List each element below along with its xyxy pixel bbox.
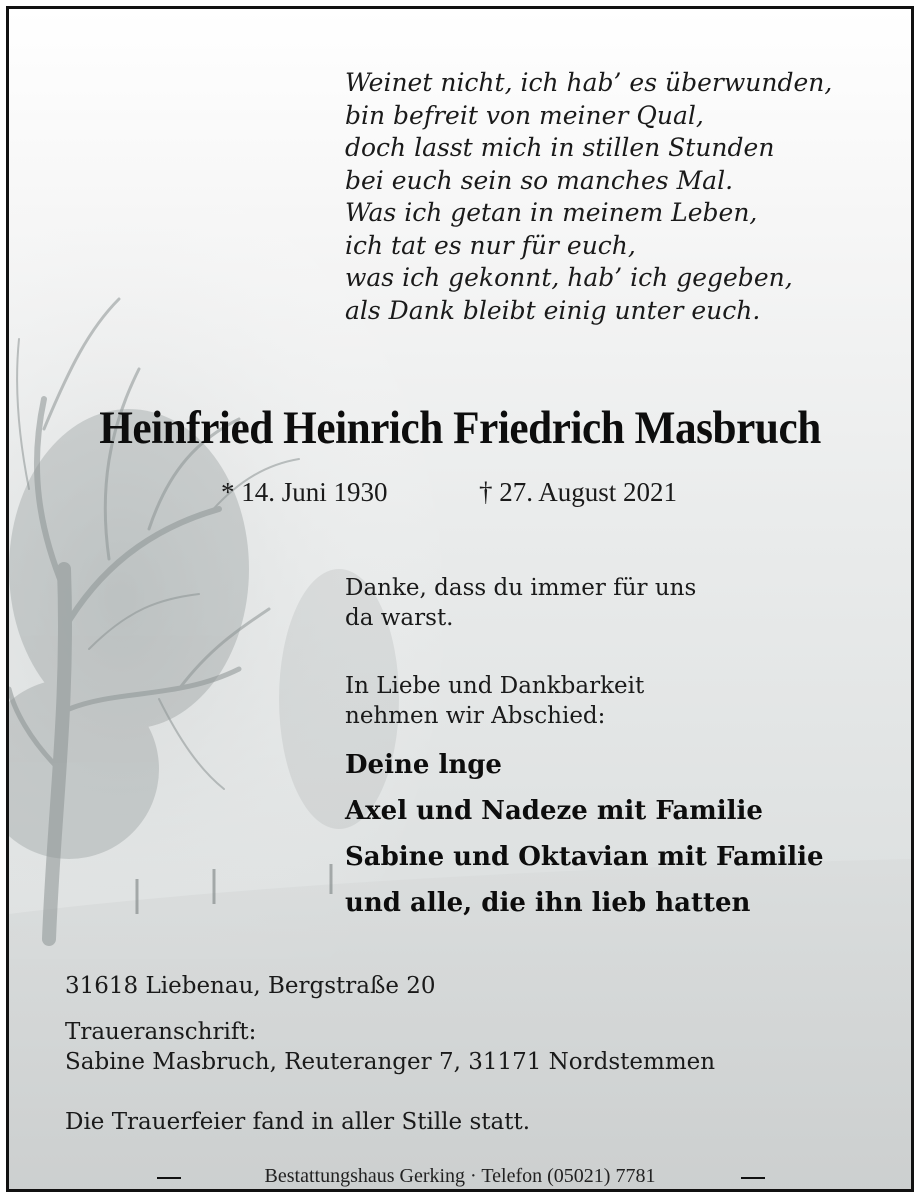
mourner: Axel und Nadeze mit Familie [345, 796, 763, 826]
poem-line: Was ich getan in meinem Leben, [345, 198, 758, 227]
farewell-text [345, 671, 644, 731]
ceremony-note: Die Trauerfeier fand in aller Stille statt. [65, 1109, 531, 1135]
mourner: und alle, die ihn lieb hatten [345, 888, 751, 918]
poem-line: Weinet nicht, ich hab’ es überwunden, [345, 68, 833, 97]
poem-line: ich tat es nur für euch, [345, 230, 636, 260]
poem [345, 67, 905, 327]
poem-line: was ich gekonnt, hab’ ich gegeben, [345, 263, 793, 292]
obituary-frame [6, 6, 914, 1192]
thanks-line: da warst. [345, 605, 454, 631]
mourning-address-value: Sabine Masbruch, Reuteranger 7, 31171 Nordstemmen [65, 1049, 716, 1075]
farewell-line: In Liebe und Dankbarkeit [345, 673, 645, 699]
poem-line: doch lasst mich in stillen Stunden [345, 133, 775, 162]
mourning-address [65, 1017, 715, 1077]
footer [9, 1167, 911, 1189]
thanks-text [345, 573, 696, 633]
thanks-line: Danke, dass du immer für uns [345, 575, 697, 601]
farewell-line: nehmen wir Abschied: [345, 703, 606, 729]
deceased-name: Heinfried Heinrich Friedrich Masbruch [99, 402, 821, 454]
poem-line: bei euch sein so manches Mal. [345, 165, 734, 195]
home-address: 31618 Liebenau, Bergstraße 20 [65, 973, 436, 999]
mourning-address-label: Traueranschrift: [65, 1019, 257, 1045]
poem-line: bin befreit von meiner Qual, [345, 100, 704, 130]
mourner: Sabine und Oktavian mit Familie [345, 842, 824, 872]
mourners-list [345, 742, 824, 926]
funeral-home-contact: Bestattungshaus Gerking · Telefon (05021) 7781 [264, 1165, 656, 1187]
mourner: Deine lnge [345, 750, 502, 780]
birth-date: * 14. Juni 1930 [221, 477, 388, 507]
death-date: † 27. August 2021 [479, 477, 678, 507]
poem-line: als Dank bleibt einig unter euch. [345, 295, 761, 325]
